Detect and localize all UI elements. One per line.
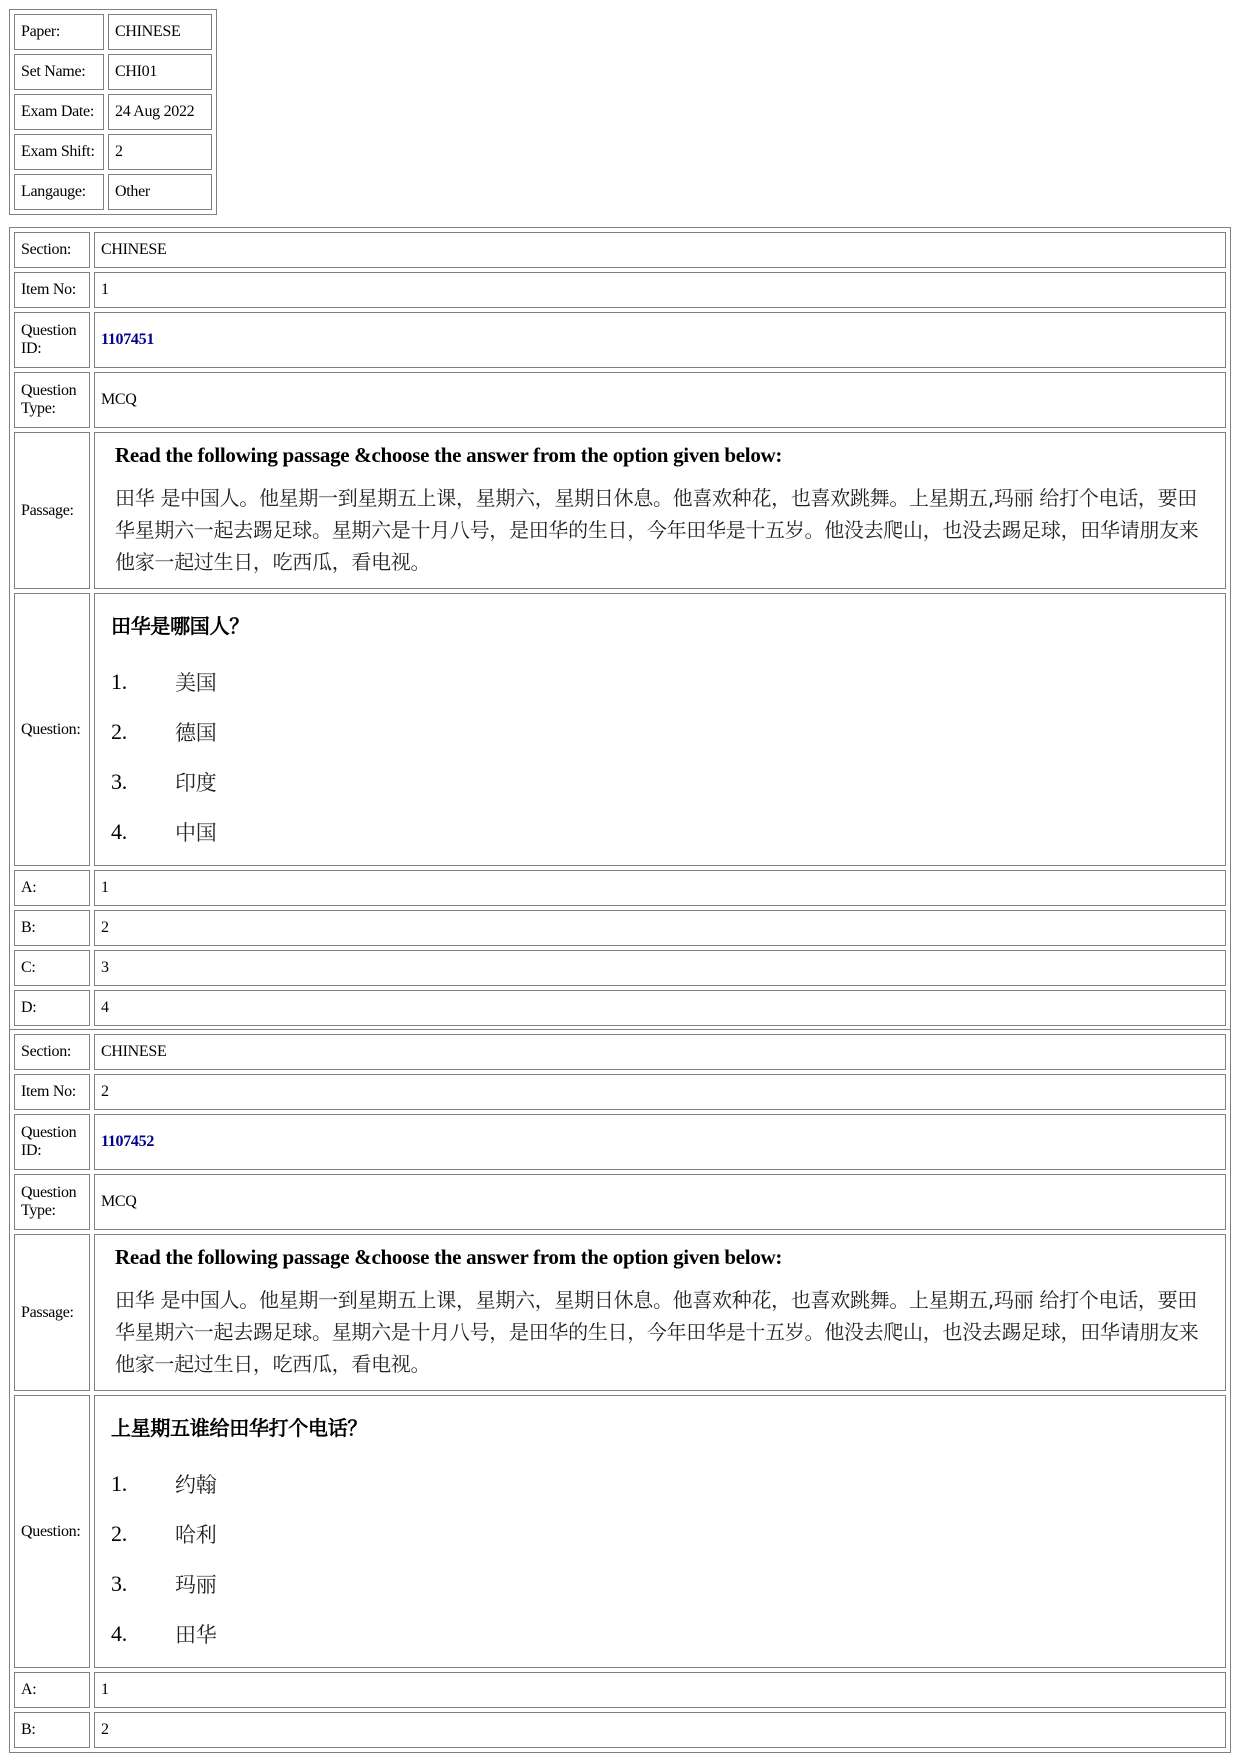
passage-row	[14, 1234, 1226, 1391]
passage-heading: Read the following passage &choose the answer from the option given below:	[115, 1245, 783, 1269]
option-4	[111, 807, 1213, 857]
exam-shift-value: 2	[108, 134, 212, 170]
option-number: 3.	[111, 1571, 127, 1596]
answer-b-label: B:	[14, 910, 90, 946]
option-text: 田华	[175, 1623, 217, 1647]
answer-a-value: 1	[94, 1672, 1226, 1708]
option-number: 1.	[111, 669, 127, 694]
item-no-row	[14, 272, 1226, 308]
question-type-row	[14, 372, 1226, 428]
set-name-value: CHI01	[108, 54, 212, 90]
option-number: 2.	[111, 719, 127, 744]
section-label: Section:	[14, 232, 90, 268]
option-text: 中国	[175, 821, 217, 845]
section-value: CHINESE	[94, 232, 1226, 268]
answer-a-label: A:	[14, 1672, 90, 1708]
question-stem: 上星期五谁给田华打个电话？	[111, 1416, 368, 1440]
exam-info-table	[9, 9, 217, 215]
option-2	[111, 707, 1213, 757]
option-number: 4.	[111, 819, 127, 844]
question-table-2	[9, 1029, 1231, 1753]
question-stem: 田华是哪国人？	[111, 614, 249, 638]
answer-d-label: D:	[14, 990, 90, 1026]
question-id-label: Question ID:	[14, 312, 90, 368]
exam-date-value: 24 Aug 2022	[108, 94, 212, 130]
question-type-label: Question Type:	[14, 1174, 90, 1230]
answer-a-row	[14, 870, 1226, 906]
passage-text: 田华 是中国人。他星期一到星期五上课，星期六，星期日休息。他喜欢种花，也喜欢跳舞。上星期五,玛丽 给打个电话，要田华星期六一起去踢足球。星期六是十月八号，是田华的生日，今年田华是十五岁。他没去爬山，也没去踢足球，田华请朋友来他家一起过生日，吃西瓜，看电视。	[115, 1288, 1199, 1376]
option-text: 德国	[175, 721, 217, 745]
item-no-label: Item No:	[14, 1074, 90, 1110]
paper-row	[14, 14, 212, 50]
item-no-value: 1	[94, 272, 1226, 308]
exam-date-row	[14, 94, 212, 130]
paper-label: Paper:	[14, 14, 104, 50]
paper-value: CHINESE	[108, 14, 212, 50]
option-number: 3.	[111, 769, 127, 794]
question-row	[14, 593, 1226, 866]
question-label: Question:	[14, 593, 90, 866]
question-row	[14, 1395, 1226, 1668]
option-text: 美国	[175, 671, 217, 695]
question-type-value: MCQ	[94, 372, 1226, 428]
passage-label: Passage:	[14, 1234, 90, 1391]
option-text: 印度	[175, 771, 217, 795]
question-id-value: 1107452	[94, 1114, 1226, 1170]
passage-label: Passage:	[14, 432, 90, 589]
item-no-value: 2	[94, 1074, 1226, 1110]
language-value: Other	[108, 174, 212, 210]
section-value: CHINESE	[94, 1034, 1226, 1070]
option-text: 约翰	[175, 1473, 217, 1497]
question-table-1	[9, 227, 1231, 1031]
set-name-row	[14, 54, 212, 90]
option-1	[111, 1459, 1213, 1509]
language-row	[14, 174, 212, 210]
item-no-row	[14, 1074, 1226, 1110]
option-number: 2.	[111, 1521, 127, 1546]
question-type-row	[14, 1174, 1226, 1230]
answer-d-value: 4	[94, 990, 1226, 1026]
passage-text: 田华 是中国人。他星期一到星期五上课，星期六，星期日休息。他喜欢种花，也喜欢跳舞。上星期五,玛丽 给打个电话，要田华星期六一起去踢足球。星期六是十月八号，是田华的生日，今年田华是十五岁。他没去爬山，也没去踢足球，田华请朋友来他家一起过生日，吃西瓜，看电视。	[115, 486, 1199, 574]
question-id-row	[14, 312, 1226, 368]
answer-b-value: 2	[94, 910, 1226, 946]
answer-c-row	[14, 950, 1226, 986]
option-3	[111, 757, 1213, 807]
question-id-label: Question ID:	[14, 1114, 90, 1170]
answer-b-row	[14, 1712, 1226, 1748]
option-number: 4.	[111, 1621, 127, 1646]
question-type-value: MCQ	[94, 1174, 1226, 1230]
passage-cell	[94, 432, 1226, 589]
answer-c-value: 3	[94, 950, 1226, 986]
exam-shift-label: Exam Shift:	[14, 134, 104, 170]
language-label: Langauge:	[14, 174, 104, 210]
question-type-label: Question Type:	[14, 372, 90, 428]
item-no-label: Item No:	[14, 272, 90, 308]
option-3	[111, 1559, 1213, 1609]
question-id-row	[14, 1114, 1226, 1170]
option-text: 玛丽	[175, 1573, 217, 1597]
passage-heading: Read the following passage &choose the answer from the option given below:	[115, 443, 783, 467]
option-1	[111, 657, 1213, 707]
answer-b-label: B:	[14, 1712, 90, 1748]
answer-a-value: 1	[94, 870, 1226, 906]
option-number: 1.	[111, 1471, 127, 1496]
answer-a-label: A:	[14, 870, 90, 906]
section-row	[14, 1034, 1226, 1070]
set-name-label: Set Name:	[14, 54, 104, 90]
question-cell	[94, 1395, 1226, 1668]
answer-a-row	[14, 1672, 1226, 1708]
option-text: 哈利	[175, 1523, 217, 1547]
answer-b-row	[14, 910, 1226, 946]
question-cell	[94, 593, 1226, 866]
answer-c-label: C:	[14, 950, 90, 986]
section-row	[14, 232, 1226, 268]
option-4	[111, 1609, 1213, 1659]
answer-b-value: 2	[94, 1712, 1226, 1748]
question-id-value: 1107451	[94, 312, 1226, 368]
passage-row	[14, 432, 1226, 589]
section-label: Section:	[14, 1034, 90, 1070]
question-label: Question:	[14, 1395, 90, 1668]
passage-cell	[94, 1234, 1226, 1391]
option-2	[111, 1509, 1213, 1559]
exam-shift-row	[14, 134, 212, 170]
exam-date-label: Exam Date:	[14, 94, 104, 130]
answer-d-row	[14, 990, 1226, 1026]
